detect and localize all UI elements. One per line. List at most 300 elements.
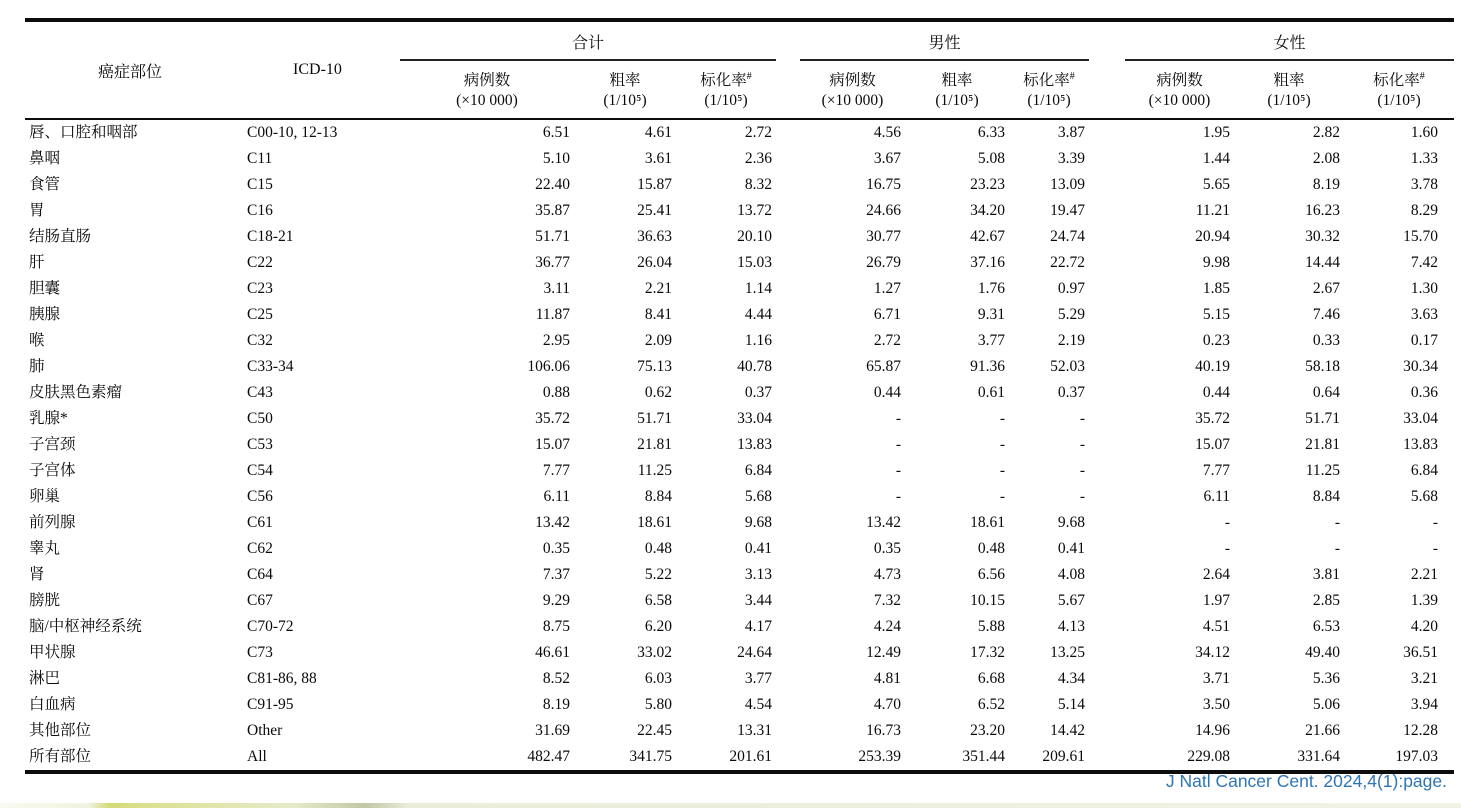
table-row (25, 406, 1454, 432)
subheader-total-crude: 粗率 (609, 72, 641, 89)
cell-total-cases: 8.19 (542, 696, 570, 713)
table-row (25, 380, 1454, 406)
column-gap (776, 562, 800, 588)
cell-male-cases: 253.39 (800, 744, 905, 772)
column-gap (776, 380, 800, 406)
column-gap (776, 119, 800, 146)
cell-male-crude-rate: 5.08 (977, 150, 1005, 167)
unit-female-crude: (1/10⁵) (1234, 90, 1344, 119)
cell-total-crude-rate: 341.75 (574, 744, 676, 772)
cancer-incidence-table (25, 18, 1454, 774)
table-header (25, 20, 1454, 119)
column-gap (776, 458, 800, 484)
table-row (25, 119, 1454, 146)
column-gap (776, 276, 800, 302)
cell-icd-code: C91-95 (247, 696, 294, 713)
cell-male-asr: - (1079, 462, 1085, 479)
cell-total-cases: 11.87 (535, 306, 570, 323)
column-gap (776, 588, 800, 614)
cell-female-asr: - (1432, 540, 1438, 557)
cell-male-asr: 9.68 (1057, 514, 1085, 531)
cell-male-crude-rate: - (999, 436, 1005, 453)
cell-female-crude-rate: 2.08 (1312, 150, 1340, 167)
asr-footnote-marker: # (746, 70, 752, 82)
column-gap (776, 354, 800, 380)
cell-total-cases: 13.42 (535, 514, 570, 531)
cell-total-cases: 31.69 (535, 722, 570, 739)
cell-female-asr: 6.84 (1410, 462, 1438, 479)
column-gap (1089, 692, 1125, 718)
cell-total-cases: 51.71 (535, 228, 570, 245)
column-gap (1089, 640, 1125, 666)
subheader-female-cases: 病例数 (1156, 72, 1203, 89)
cell-female-crude-rate: 21.81 (1305, 436, 1340, 453)
cell-female-cases: 40.19 (1195, 358, 1230, 375)
table-row (25, 328, 1454, 354)
cell-icd-code: C33-34 (247, 358, 294, 375)
cell-icd-code: C54 (247, 462, 273, 479)
subheader-total-asr (676, 60, 776, 90)
cell-female-crude-rate: - (1334, 540, 1340, 557)
table-row (25, 510, 1454, 536)
cell-male-cases: 4.81 (873, 670, 901, 687)
column-gap (1089, 224, 1125, 250)
subheader-male-asr (1009, 60, 1089, 90)
column-gap (1089, 432, 1125, 458)
column-gap (1089, 119, 1125, 146)
cell-female-cases: 11.21 (1195, 202, 1230, 219)
cell-male-crude-rate: 6.68 (977, 670, 1005, 687)
cell-site: 前列腺 (29, 514, 76, 531)
cell-total-asr: 20.10 (737, 228, 772, 245)
cell-female-cases: 1.44 (1202, 150, 1230, 167)
cell-female-crude-rate: 0.33 (1312, 332, 1340, 349)
cell-male-asr: 0.97 (1057, 280, 1085, 297)
cell-total-crude-rate: 5.80 (644, 696, 672, 713)
cell-total-crude-rate: 26.04 (637, 254, 672, 271)
column-gap (776, 692, 800, 718)
cell-total-crude-rate: 6.03 (644, 670, 672, 687)
cell-male-cases: 30.77 (866, 228, 901, 245)
cell-female-crude-rate: 21.66 (1305, 722, 1340, 739)
cell-female-crude-rate: 5.36 (1312, 670, 1340, 687)
table-row (25, 250, 1454, 276)
column-gap (776, 484, 800, 510)
table-row (25, 302, 1454, 328)
cell-total-asr: 0.37 (744, 384, 772, 401)
column-gap (776, 198, 800, 224)
column-gap (776, 536, 800, 562)
column-header-site: 癌症部位 (25, 20, 235, 119)
column-gap (776, 20, 800, 119)
column-gap (1089, 536, 1125, 562)
cell-site: 鼻咽 (29, 150, 61, 167)
column-gap (776, 510, 800, 536)
cell-total-crude-rate: 4.61 (644, 124, 672, 141)
cell-total-cases: 8.52 (542, 670, 570, 687)
cell-female-asr: 7.42 (1410, 254, 1438, 271)
table-row (25, 354, 1454, 380)
cell-icd-code: C61 (247, 514, 273, 531)
cell-female-asr: 3.21 (1410, 670, 1438, 687)
cell-total-crude-rate: 6.58 (644, 592, 672, 609)
cell-total-crude-rate: 2.09 (644, 332, 672, 349)
unit-male-asr: (1/10⁵) (1009, 90, 1089, 119)
asr-footnote-marker: # (1069, 70, 1075, 82)
asr-label: 标化率 (1373, 72, 1420, 89)
asr-label: 标化率 (700, 72, 747, 89)
column-gap (776, 640, 800, 666)
cell-total-cases: 36.77 (535, 254, 570, 271)
cell-total-asr: 1.14 (744, 280, 772, 297)
table-row (25, 744, 1454, 772)
cell-total-cases: 2.95 (542, 332, 570, 349)
cell-female-cases: 7.77 (1202, 462, 1230, 479)
cell-icd-code: Other (247, 722, 283, 739)
cell-total-asr: 2.36 (744, 150, 772, 167)
cell-site: 子宫体 (29, 462, 76, 479)
cell-male-crude-rate: - (999, 488, 1005, 505)
cell-site: 睾丸 (29, 540, 61, 557)
column-gap (1089, 458, 1125, 484)
cell-female-asr: 15.70 (1403, 228, 1438, 245)
column-gap (1089, 146, 1125, 172)
cell-total-crude-rate: 5.22 (644, 566, 672, 583)
cell-total-crude-rate: 0.62 (644, 384, 672, 401)
cell-site: 肝 (29, 254, 45, 271)
cell-site: 皮肤黑色素瘤 (29, 384, 123, 401)
unit-total-crude: (1/10⁵) (574, 90, 676, 119)
cell-female-asr: 1.60 (1410, 124, 1438, 141)
cell-icd-code: C00-10, 12-13 (247, 124, 338, 141)
cell-total-asr: 4.54 (744, 696, 772, 713)
cell-male-crude-rate: 42.67 (970, 228, 1005, 245)
cell-female-asr: 30.34 (1403, 358, 1438, 375)
bottom-edge-strip (0, 803, 1461, 808)
cell-male-crude-rate: 34.20 (970, 202, 1005, 219)
asr-label: 标化率 (1023, 72, 1070, 89)
cell-male-cases: 12.49 (866, 644, 901, 661)
cell-male-cases: 3.67 (873, 150, 901, 167)
cell-icd-code: C25 (247, 306, 273, 323)
cell-female-cases: 1.85 (1202, 280, 1230, 297)
column-gap (776, 328, 800, 354)
cell-total-asr: 6.84 (744, 462, 772, 479)
cell-total-asr: 201.61 (676, 744, 776, 772)
cell-site: 膀胱 (29, 592, 61, 609)
cell-female-asr: 13.83 (1403, 436, 1438, 453)
column-gap (776, 250, 800, 276)
cell-male-crude-rate: 37.16 (970, 254, 1005, 271)
table-row (25, 718, 1454, 744)
cell-total-crude-rate: 0.48 (644, 540, 672, 557)
cell-total-asr: 3.13 (744, 566, 772, 583)
cell-total-crude-rate: 15.87 (637, 176, 672, 193)
cell-total-cases: 6.51 (542, 124, 570, 141)
unit-total-cases: (×10 000) (400, 90, 574, 119)
cell-total-asr: 9.68 (744, 514, 772, 531)
cell-female-cases: 3.71 (1202, 670, 1230, 687)
cell-male-crude-rate: 6.56 (977, 566, 1005, 583)
column-gap (1089, 172, 1125, 198)
cell-male-cases: 6.71 (873, 306, 901, 323)
cell-icd-code: C62 (247, 540, 273, 557)
cell-male-cases: 0.44 (873, 384, 901, 401)
cell-female-crude-rate: 58.18 (1305, 358, 1340, 375)
column-gap (1089, 666, 1125, 692)
cell-female-asr: 1.30 (1410, 280, 1438, 297)
cell-female-asr: 197.03 (1344, 744, 1454, 772)
subheader-male-cases: 病例数 (829, 72, 876, 89)
subheader-male-crude: 粗率 (941, 72, 973, 89)
cell-female-cases: 5.65 (1202, 176, 1230, 193)
cell-female-cases: 4.51 (1202, 618, 1230, 635)
cell-male-cases: 7.32 (873, 592, 901, 609)
cell-female-cases: 15.07 (1195, 436, 1230, 453)
cell-female-crude-rate: 51.71 (1305, 410, 1340, 427)
cell-female-cases: 35.72 (1195, 410, 1230, 427)
cell-total-asr: 4.44 (744, 306, 772, 323)
cell-male-asr: 13.25 (1050, 644, 1085, 661)
cell-total-cases: 0.88 (542, 384, 570, 401)
cell-site: 肾 (29, 566, 45, 583)
cell-icd-code: All (235, 744, 400, 772)
column-gap (1089, 20, 1125, 119)
column-header-icd: ICD-10 (235, 20, 400, 119)
cell-total-crude-rate: 22.45 (637, 722, 672, 739)
cell-site: 乳腺* (29, 410, 68, 427)
column-gap (776, 614, 800, 640)
cell-male-cases: 26.79 (866, 254, 901, 271)
cell-male-crude-rate: 0.61 (977, 384, 1005, 401)
cell-female-crude-rate: 331.64 (1234, 744, 1344, 772)
cell-icd-code: C43 (247, 384, 273, 401)
cell-total-cases: 15.07 (535, 436, 570, 453)
cell-total-cases: 46.61 (535, 644, 570, 661)
cell-total-crude-rate: 25.41 (637, 202, 672, 219)
cell-total-asr: 3.77 (744, 670, 772, 687)
cell-site: 胃 (29, 202, 45, 219)
cell-female-crude-rate: 6.53 (1312, 618, 1340, 635)
cell-male-crude-rate: 3.77 (977, 332, 1005, 349)
cell-total-crude-rate: 18.61 (637, 514, 672, 531)
cell-total-cases: 106.06 (527, 358, 570, 375)
cell-female-asr: 0.36 (1410, 384, 1438, 401)
cell-female-crude-rate: 11.25 (1305, 462, 1340, 479)
cell-male-crude-rate: 5.88 (977, 618, 1005, 635)
subheader-female-asr (1344, 60, 1454, 90)
cell-site: 脑/中枢神经系统 (29, 618, 142, 635)
cell-male-cases: 2.72 (873, 332, 901, 349)
cell-female-asr: 2.21 (1410, 566, 1438, 583)
cell-male-asr: 4.08 (1057, 566, 1085, 583)
cell-total-asr: 4.17 (744, 618, 772, 635)
cell-female-crude-rate: 14.44 (1305, 254, 1340, 271)
table-row (25, 640, 1454, 666)
cell-male-crude-rate: 0.48 (977, 540, 1005, 557)
cell-female-cases: 0.23 (1202, 332, 1230, 349)
cell-male-cases: 0.35 (873, 540, 901, 557)
table-row (25, 198, 1454, 224)
cell-female-cases: 229.08 (1125, 744, 1234, 772)
cell-female-cases: 2.64 (1202, 566, 1230, 583)
column-gap (776, 744, 800, 772)
cell-total-crude-rate: 8.84 (644, 488, 672, 505)
table-row (25, 458, 1454, 484)
cell-total-asr: 8.32 (744, 176, 772, 193)
cell-male-asr: 13.09 (1050, 176, 1085, 193)
cell-male-asr: 22.72 (1050, 254, 1085, 271)
cell-site: 喉 (29, 332, 45, 349)
cell-female-cases: 0.44 (1202, 384, 1230, 401)
cell-icd-code: C32 (247, 332, 273, 349)
table-row (25, 224, 1454, 250)
cell-total-cases: 7.37 (542, 566, 570, 583)
cell-female-crude-rate: 3.81 (1312, 566, 1340, 583)
group-header-female: 女性 (1125, 20, 1454, 60)
table-row (25, 484, 1454, 510)
unit-female-cases: (×10 000) (1125, 90, 1234, 119)
cell-total-crude-rate: 3.61 (644, 150, 672, 167)
cell-total-cases: 35.72 (535, 410, 570, 427)
cell-total-asr: 3.44 (744, 592, 772, 609)
cell-site: 结肠直肠 (29, 228, 92, 245)
column-gap (776, 302, 800, 328)
cell-female-cases: 6.11 (1203, 488, 1230, 505)
cell-male-cases: - (895, 410, 901, 427)
cell-icd-code: C56 (247, 488, 273, 505)
cell-male-asr: 0.41 (1057, 540, 1085, 557)
cell-total-asr: 13.83 (737, 436, 772, 453)
cell-site: 甲状腺 (29, 644, 76, 661)
group-header-row (25, 20, 1454, 60)
column-gap (776, 666, 800, 692)
table-row (25, 692, 1454, 718)
cell-female-crude-rate: 16.23 (1305, 202, 1340, 219)
cell-male-cases: 16.75 (866, 176, 901, 193)
cell-male-cases: 13.42 (866, 514, 901, 531)
cell-total-crude-rate: 75.13 (637, 358, 672, 375)
table-row (25, 562, 1454, 588)
cell-female-crude-rate: 5.06 (1312, 696, 1340, 713)
cell-male-crude-rate: 23.20 (970, 722, 1005, 739)
cell-site: 唇、口腔和咽部 (29, 124, 138, 141)
cell-male-asr: 19.47 (1050, 202, 1085, 219)
column-gap (1089, 510, 1125, 536)
group-header-male: 男性 (800, 20, 1089, 60)
cell-female-asr: - (1432, 514, 1438, 531)
cell-male-crude-rate: 18.61 (970, 514, 1005, 531)
cell-male-crude-rate: 17.32 (970, 644, 1005, 661)
cell-male-asr: 209.61 (1009, 744, 1089, 772)
table-body (25, 119, 1454, 772)
cell-female-cases: 20.94 (1195, 228, 1230, 245)
cell-female-asr: 36.51 (1403, 644, 1438, 661)
cell-male-asr: 14.42 (1050, 722, 1085, 739)
cell-icd-code: C23 (247, 280, 273, 297)
cell-female-crude-rate: 7.46 (1312, 306, 1340, 323)
cell-total-crude-rate: 21.81 (637, 436, 672, 453)
asr-footnote-marker: # (1419, 70, 1425, 82)
cell-total-cases: 3.11 (543, 280, 570, 297)
cell-total-asr: 1.16 (744, 332, 772, 349)
cell-icd-code: C70-72 (247, 618, 294, 635)
column-gap (776, 172, 800, 198)
cell-icd-code: C67 (247, 592, 273, 609)
cell-site: 所有部位 (25, 744, 235, 772)
cell-total-crude-rate: 51.71 (637, 410, 672, 427)
cell-male-asr: 5.29 (1057, 306, 1085, 323)
column-gap (776, 224, 800, 250)
cell-total-asr: 24.64 (737, 644, 772, 661)
table-row (25, 614, 1454, 640)
cell-female-asr: 1.39 (1410, 592, 1438, 609)
cell-male-asr: 5.14 (1057, 696, 1085, 713)
column-gap (1089, 198, 1125, 224)
cell-female-cases: - (1224, 514, 1230, 531)
cell-total-asr: 13.31 (737, 722, 772, 739)
cell-total-asr: 0.41 (744, 540, 772, 557)
cell-male-cases: 4.70 (873, 696, 901, 713)
table-row (25, 276, 1454, 302)
column-gap (1089, 718, 1125, 744)
cell-male-asr: 3.39 (1057, 150, 1085, 167)
cell-icd-code: C11 (247, 150, 273, 167)
cell-site: 淋巴 (29, 670, 61, 687)
cell-total-cases: 8.75 (542, 618, 570, 635)
cell-female-crude-rate: 8.19 (1312, 176, 1340, 193)
cell-total-asr: 5.68 (744, 488, 772, 505)
unit-male-cases: (×10 000) (800, 90, 905, 119)
unit-female-asr: (1/10⁵) (1344, 90, 1454, 119)
cell-male-asr: 5.67 (1057, 592, 1085, 609)
cell-female-asr: 8.29 (1410, 202, 1438, 219)
column-gap (776, 432, 800, 458)
cell-site: 卵巢 (29, 488, 61, 505)
cell-total-crude-rate: 33.02 (637, 644, 672, 661)
cell-icd-code: C16 (247, 202, 273, 219)
cell-total-cases: 0.35 (542, 540, 570, 557)
cell-male-asr: 24.74 (1050, 228, 1085, 245)
cell-male-cases: - (895, 436, 901, 453)
subheader-female-crude: 粗率 (1273, 72, 1305, 89)
cell-site: 子宫颈 (29, 436, 76, 453)
cell-icd-code: C81-86, 88 (247, 670, 317, 687)
cell-total-crude-rate: 8.41 (644, 306, 672, 323)
cell-female-cases: 1.97 (1202, 592, 1230, 609)
cell-female-cases: 14.96 (1195, 722, 1230, 739)
cell-total-cases: 9.29 (542, 592, 570, 609)
column-gap (1089, 354, 1125, 380)
cell-total-crude-rate: 36.63 (637, 228, 672, 245)
cell-total-cases: 35.87 (535, 202, 570, 219)
cell-total-asr: 2.72 (744, 124, 772, 141)
cell-male-asr: - (1079, 410, 1085, 427)
cell-total-cases: 482.47 (400, 744, 574, 772)
column-gap (776, 718, 800, 744)
table-row (25, 536, 1454, 562)
cell-male-cases: - (895, 488, 901, 505)
cell-female-asr: 5.68 (1410, 488, 1438, 505)
cell-total-cases: 5.10 (542, 150, 570, 167)
column-gap (1089, 302, 1125, 328)
cell-female-asr: 1.33 (1410, 150, 1438, 167)
cell-total-asr: 40.78 (737, 358, 772, 375)
unit-total-asr: (1/10⁵) (676, 90, 776, 119)
cell-icd-code: C50 (247, 410, 273, 427)
cell-male-crude-rate: 91.36 (970, 358, 1005, 375)
column-gap (1089, 744, 1125, 772)
